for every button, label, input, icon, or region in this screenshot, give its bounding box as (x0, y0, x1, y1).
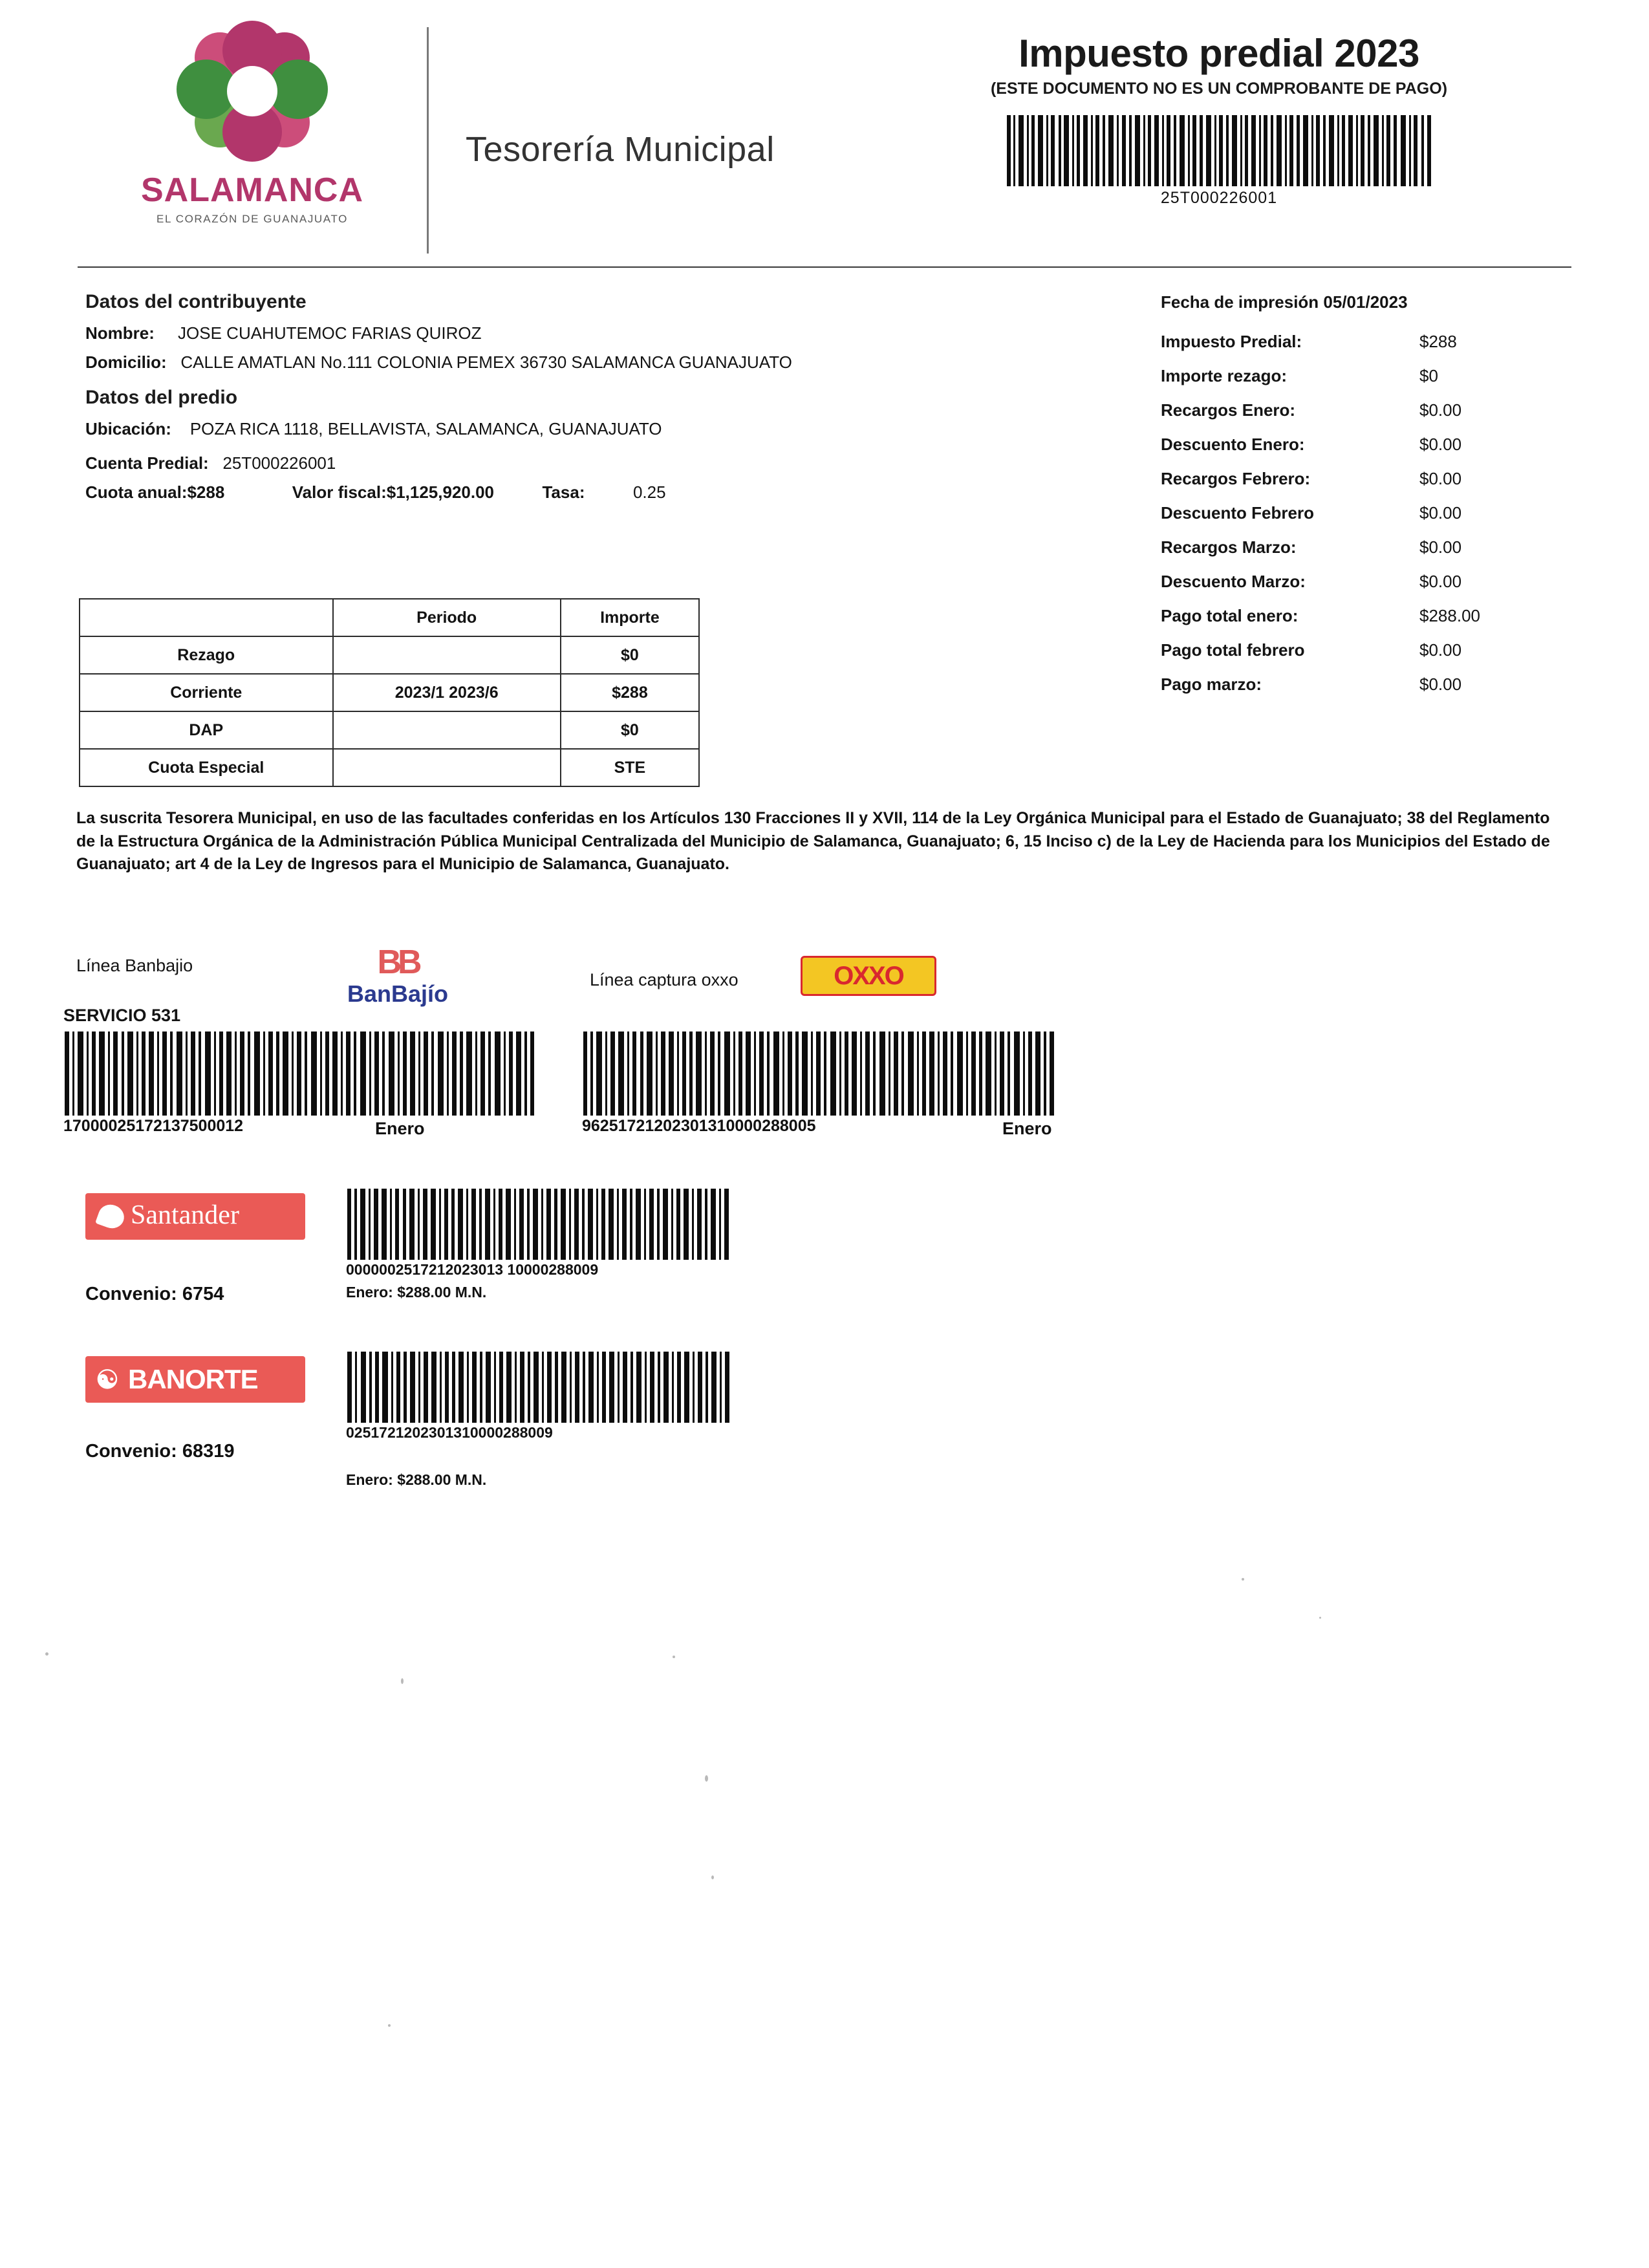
summary-label: Importe rezago: (1161, 366, 1288, 385)
property-location-value: POZA RICA 1118, BELLAVISTA, SALAMANCA, GUANAJUATO (189, 419, 662, 438)
santander-logo (85, 1193, 305, 1240)
summary-label: Pago total enero: (1161, 606, 1299, 625)
summary-label: Impuesto Predial: (1161, 332, 1302, 351)
summary-label: Descuento Marzo: (1161, 572, 1306, 591)
banorte-brand-name: BANORTE (128, 1364, 258, 1394)
oxxo-brand-name: OXXO (834, 962, 903, 990)
banorte-logo (85, 1356, 305, 1403)
annual-fee-value: $288 (187, 482, 225, 502)
summary-label: Recargos Marzo: (1161, 537, 1297, 557)
table-row (80, 674, 699, 711)
rate-label: Tasa: (542, 482, 585, 502)
summary-value: $288.00 (1419, 606, 1480, 625)
summary-value: $288 (1419, 332, 1457, 351)
contributor-name-value: JOSE CUAHUTEMOC FARIAS QUIROZ (178, 323, 482, 343)
row-periodo (333, 711, 561, 749)
banorte-code: 0251721202301310000288009 (346, 1424, 553, 1441)
banbajio-service-label: SERVICIO 531 (63, 1006, 181, 1025)
contributor-address-value: CALLE AMATLAN No.111 COLONIA PEMEX 36730 SALAMANCA GUANAJUATO (180, 352, 792, 372)
santander-barcode (346, 1189, 734, 1279)
oxxo-code: 96251721202301310000288005 (582, 1117, 816, 1135)
banbajio-barcode (63, 1031, 535, 1136)
santander-brand-name: Santander (131, 1200, 239, 1230)
fiscal-value-label: Valor fiscal: (292, 482, 387, 502)
oxxo-barcode (582, 1031, 1061, 1136)
legal-paragraph: La suscrita Tesorera Municipal, en uso de las facultades conferidas en los Artículos 130 Fracciones II y XVII, 114 de la Ley Orgánica Municipal para el Estado de Guanajuato; 38 del Reglamento de la Estructura Orgánica de la Administración Pública Municipal Centralizada del Municipio de Salamanca, Guanajuato; 6, 15 Inciso c) de la Ley de Hacienda para los Municipios del Estado de Guanajuato; art 4 de la Ley de Ingresos para el Municipio de Salamanca, Guanajuato. (76, 809, 1550, 873)
row-importe: $0 (561, 636, 699, 674)
summary-value: $0.00 (1419, 435, 1462, 454)
summary-value: $0.00 (1419, 537, 1462, 557)
banorte-barcode (346, 1352, 734, 1442)
summary-label: Pago total febrero (1161, 640, 1305, 660)
banbajio-code: 17000025172137500012 (63, 1117, 244, 1135)
santander-convenio: Convenio: 6754 (85, 1284, 224, 1304)
table-row (80, 749, 699, 786)
banbajio-mark-icon: BB (377, 944, 418, 981)
banbajio-month: Enero (375, 1119, 425, 1138)
summary-value: $0.00 (1419, 503, 1462, 523)
santander-flame-icon (95, 1201, 127, 1232)
banorte-mark-icon: ☯ (96, 1366, 119, 1394)
contributor-address-label: Domicilio: (85, 352, 167, 372)
santander-amount-caption: Enero: $288.00 M.N. (346, 1284, 487, 1301)
banbajio-line-label: Línea Banbajio (76, 956, 193, 975)
banbajio-logo (323, 945, 472, 1008)
department-title: Tesorería Municipal (466, 130, 775, 169)
property-account-label: Cuenta Predial: (85, 453, 209, 473)
table-row (80, 711, 699, 749)
row-concept: Cuota Especial (80, 749, 333, 786)
summary-value: $0.00 (1419, 572, 1462, 591)
table-header-importe: Importe (561, 599, 699, 636)
contributor-section-title: Datos del contribuyente (85, 291, 307, 312)
property-account-value: 25T000226001 (222, 453, 336, 473)
row-concept: Corriente (80, 674, 333, 711)
table-header-periodo: Periodo (333, 599, 561, 636)
page-subtitle: (ESTE DOCUMENTO NO ES UN COMPROBANTE DE PAGO) (990, 80, 1448, 98)
summary-row (1161, 675, 1613, 695)
banorte-convenio: Convenio: 68319 (85, 1441, 235, 1462)
summary-value: $0.00 (1419, 400, 1462, 420)
municipality-tagline: EL CORAZÓN DE GUANAJUATO (156, 213, 348, 225)
rate-value: 0.25 (632, 482, 666, 502)
row-concept: Rezago (80, 636, 333, 674)
summary-label: Pago marzo: (1161, 675, 1262, 694)
property-section-title: Datos del predio (85, 387, 238, 408)
summary-label: Recargos Enero: (1161, 400, 1296, 420)
oxxo-line-label: Línea captura oxxo (590, 970, 738, 989)
santander-code: 0000002517212023013 10000288009 (346, 1261, 599, 1278)
oxxo-month: Enero (1002, 1119, 1052, 1138)
contributor-name-label: Nombre: (85, 323, 155, 343)
summary-label: Descuento Febrero (1161, 503, 1314, 523)
summary-label: Descuento Enero: (1161, 435, 1305, 454)
summary-value: $0.00 (1419, 640, 1462, 660)
banorte-amount-caption: Enero: $288.00 M.N. (346, 1471, 487, 1488)
row-periodo (333, 749, 561, 786)
summary-value: $0.00 (1419, 675, 1462, 694)
account-barcode-value: 25T000226001 (1160, 189, 1278, 207)
page-title: Impuesto predial 2023 (1018, 32, 1419, 75)
row-importe: $0 (561, 711, 699, 749)
oxxo-logo (801, 956, 936, 996)
print-date: Fecha de impresión 05/01/2023 (1161, 292, 1408, 312)
row-concept: DAP (80, 711, 333, 749)
row-importe: $288 (561, 674, 699, 711)
annual-fee-label: Cuota anual: (85, 482, 188, 502)
summary-value: $0.00 (1419, 469, 1462, 488)
row-periodo: 2023/1 2023/6 (333, 674, 561, 711)
fiscal-value-value: $1,125,920.00 (386, 482, 495, 502)
municipality-name: SALAMANCA (140, 171, 364, 209)
summary-label: Recargos Febrero: (1161, 469, 1311, 488)
banbajio-brand-name: BanBajío (347, 980, 449, 1007)
summary-value: $0 (1419, 366, 1438, 385)
row-importe: STE (561, 749, 699, 786)
property-location-label: Ubicación: (85, 419, 171, 438)
